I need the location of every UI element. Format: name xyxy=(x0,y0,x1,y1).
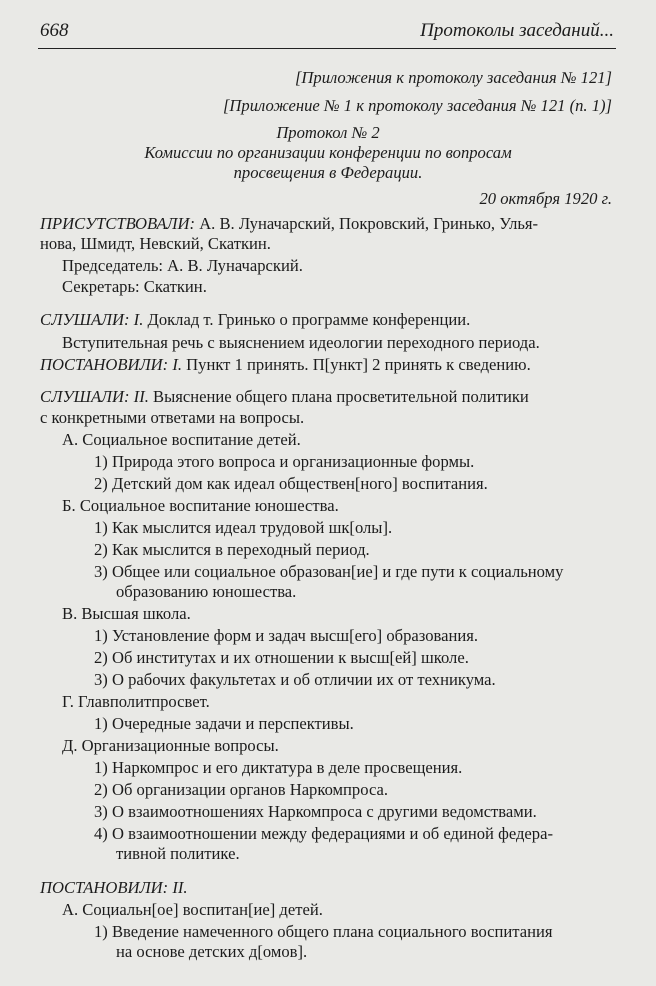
outline-a: А. Социальное воспитание детей. xyxy=(62,430,301,449)
heard-2-continued: с конкретными ответами на вопросы. xyxy=(40,408,305,427)
chairman: Председатель: А. В. Луначарский. xyxy=(62,256,303,275)
protocol-title: Протокол № 2 xyxy=(276,123,380,142)
attendance-line-1 xyxy=(40,214,538,234)
outline-b: Б. Социальное воспитание юношества. xyxy=(62,496,339,515)
resolved-2-a: А. Социальн[ое] воспитан[ие] детей. xyxy=(62,900,323,919)
header-rule xyxy=(38,48,616,49)
heard-1 xyxy=(40,310,470,330)
resolved-2-a-1: 1) Введение намеченного общего плана социального воспитания xyxy=(94,922,553,941)
resolved-2-a-1-continued: на основе детских д[омов]. xyxy=(116,942,308,961)
outline-v-1: 1) Установление форм и задач высш[его] образования. xyxy=(94,626,479,645)
outline-a-2: 2) Детский дом как идеал обществен[ного] воспитания. xyxy=(94,474,488,493)
outline-b-1: 1) Как мыслится идеал трудовой шк[олы]. xyxy=(94,518,393,537)
page-number: 668 xyxy=(40,20,69,41)
heard-2-text: Выяснение общего плана просветительной политики xyxy=(148,387,529,406)
heard-2-label: СЛУШАЛИ: II. xyxy=(40,387,149,406)
resolved-2-label xyxy=(40,878,188,898)
appendix-line-2: [Приложение № 1 к протоколу заседания № 121 (п. 1)] xyxy=(222,96,612,115)
outline-g-1: 1) Очередные задачи и перспективы. xyxy=(94,714,354,733)
resolved-1-label: ПОСТАНОВИЛИ: I. xyxy=(40,355,183,374)
outline-d-3: 3) О взаимоотношениях Наркомпроса с другими ведомствами. xyxy=(94,802,537,821)
heard-1-note: Вступительная речь с выяснением идеологии переходного периода. xyxy=(62,333,540,352)
resolved-1 xyxy=(40,355,531,375)
heard-2 xyxy=(40,387,529,407)
outline-b-3: 3) Общее или социальное образован[ие] и где пути к социальному xyxy=(94,562,564,581)
heard-1-label: СЛУШАЛИ: I. xyxy=(40,310,144,329)
secretary: Секретарь: Скаткин. xyxy=(62,277,207,296)
attendance-names: А. В. Луначарский, Покровский, Гринько, Улья- xyxy=(195,214,539,233)
attendance-line-2: нова, Шмидт, Невский, Скаткин. xyxy=(40,234,271,253)
outline-d-2: 2) Об организации органов Наркомпроса. xyxy=(94,780,389,799)
protocol-date: 20 октября 1920 г. xyxy=(479,189,612,208)
outline-b-2: 2) Как мыслится в переходный период. xyxy=(94,540,370,559)
heard-1-text: Доклад т. Гринько о программе конференции. xyxy=(143,310,471,329)
outline-v-2: 2) Об институтах и их отношении к высш[ей] школе. xyxy=(94,648,469,667)
attendance-label: ПРИСУТСТВОВАЛИ: xyxy=(40,214,196,233)
outline-b-3-continued: образованию юношества. xyxy=(116,582,297,601)
resolved-2-label-text: ПОСТАНОВИЛИ: II. xyxy=(40,878,188,897)
outline-d-1: 1) Наркомпрос и его диктатура в деле просвещения. xyxy=(94,758,463,777)
outline-d-4-continued: тивной политике. xyxy=(116,844,240,863)
protocol-subtitle-1: Комиссии по организации конференции по вопросам xyxy=(144,143,512,162)
outline-d: Д. Организационные вопросы. xyxy=(62,736,279,755)
outline-v-3: 3) О рабочих факультетах и об отличии их от техникума. xyxy=(94,670,496,689)
outline-a-1: 1) Природа этого вопроса и организационные формы. xyxy=(94,452,475,471)
running-title: Протоколы заседаний... xyxy=(420,20,614,41)
appendix-line-1: [Приложения к протоколу заседания № 121] xyxy=(294,68,612,87)
protocol-subtitle-2: просвещения в Федерации. xyxy=(233,163,423,182)
outline-v: В. Высшая школа. xyxy=(62,604,191,623)
resolved-1-text: Пункт 1 принять. П[ункт] 2 принять к сведению. xyxy=(182,355,531,374)
outline-g: Г. Главполитпросвет. xyxy=(62,692,210,711)
outline-d-4: 4) О взаимоотношении между федерациями и об единой федера- xyxy=(94,824,553,843)
